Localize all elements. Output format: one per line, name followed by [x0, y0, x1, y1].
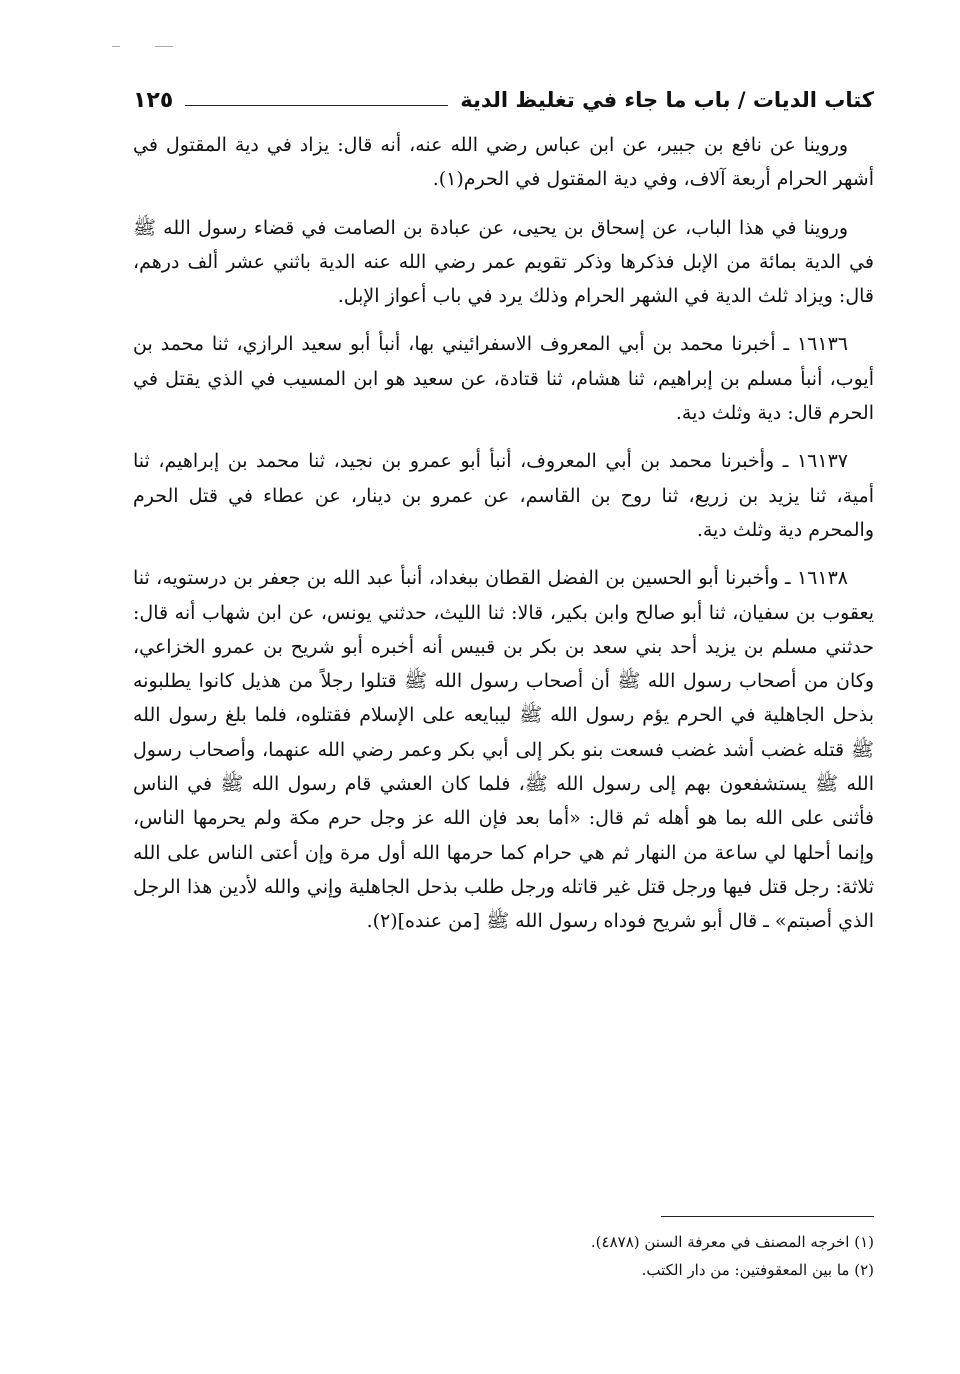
- hadith-16136: ١٦١٣٦ ـ أخبرنا محمد بن أبي المعروف الاسفرائيني بها، أنبأ أبو سعيد الرازي، ثنا محمد بن أيوب، أنبأ مسلم بن إبراهيم، ثنا هشام، ثنا قتادة، عن سعيد هو ابن المسيب في الذي يقتل في الحرم قال: دية وثلث دية.: [133, 333, 874, 425]
- footnote-separator: [661, 1216, 874, 1217]
- paragraph-narration-ubada: وروينا في هذا الباب، عن إسحاق بن يحيى، عن عبادة بن الصامت في قضاء رسول الله ﷺ في الدية بمائة من الإبل فذكرها وذكر تقويم عمر رضي الله عنه الدية باثني عشر ألف درهم، قال: ويزاد ثلث الدية في الشهر الحرام وذلك يرد في باب أعواز الإبل.: [133, 216, 874, 308]
- scan-speck: [112, 46, 120, 47]
- main-text: [133, 128, 874, 939]
- footnotes: [133, 1228, 874, 1284]
- hadith-16137: ١٦١٣٧ ـ وأخبرنا محمد بن أبي المعروف، أنبأ أبو عمرو بن نجيد، ثنا محمد بن إبراهيم، ثنا أمية، ثنا يزيد بن زريع، ثنا روح بن القاسم، عن عمرو بن دينار، عن عطاء في قتل الحرم والمحرم دية وثلث دية.: [133, 450, 874, 541]
- page-number: ١٢٥: [133, 87, 174, 113]
- paragraph-narration-ibn-abbas: وروينا عن نافع بن جبير، عن ابن عباس رضي الله عنه، أنه قال: يزاد في دية المقتول في أشهر الحرام أربعة آلاف، وفي دية المقتول في الحرم(١).: [133, 134, 874, 191]
- hadith-16138: ١٦١٣٨ ـ وأخبرنا أبو الحسين بن الفضل القطان ببغداد، أنبأ عبد الله بن جعفر بن درستويه، ثنا يعقوب بن سفيان، ثنا أبو صالح وابن بكير، قالا: ثنا الليث، حدثني يونس، عن ابن شهاب أنه قال: حدثني مسلم بن يزيد أحد بني سعد بن بكر بن قبيس أنه أخبره أبو شريح بن عمرو الخزاعي، وكان من أصحاب رسول الله ﷺ أن أصحاب رسول الله ﷺ قتلوا رجلاً من هذيل كانوا يطلبونه بذحل الجاهلية في الحرم يؤم رسول الله ﷺ ليبايعه على الإسلام فقتلوه، فلما بلغ رسول الله ﷺ قتله غضب أشد غضب فسعت بنو بكر إلى أبي بكر وعمر رضي الله عنهما، وأصحاب رسول الله ﷺ يستشفعون بهم إلى رسول الله ﷺ، فلما كان العشي قام رسول الله ﷺ في الناس فأثنى على الله بما هو أهله ثم قال: «أما بعد فإن الله عز وجل حرم مكة ولم يحرمها الناس، وإنما أحلها لي ساعة من النهار ثم هي حرام كما حرمها الله أول مرة وإن أعتى الناس على الله ثلاثة: رجل قتل فيها ورجل قتل غير قاتله ورجل طلب بذحل الجاهلية وإني والله لأدين هذا الرجل الذي أصبتم» ـ قال أبو شريح فوداه رسول الله ﷺ [من عنده](٢).: [133, 567, 874, 933]
- scan-speck: [155, 46, 173, 47]
- header-rule: [185, 105, 448, 106]
- running-header: [133, 80, 874, 120]
- footnote-1: (١) اخرجه المصنف في معرفة السنن (٤٨٧٨).: [590, 1233, 874, 1251]
- footnote-2: (٢) ما بين المعقوفتين: من دار الكتب.: [641, 1261, 874, 1279]
- running-title: كتاب الديات / باب ما جاء في تغليظ الدية: [460, 88, 874, 112]
